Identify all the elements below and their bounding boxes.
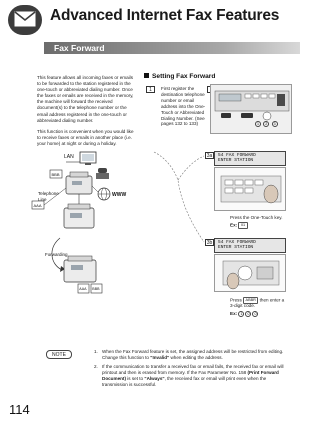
marker-3: 3 [273, 122, 276, 126]
step-3a-example [230, 222, 248, 229]
intro-paragraph: This function is convenient when you would like to receive faxes or emails in another place (i.e. your home) at night or during a holiday. [37, 128, 134, 146]
note-text: when editing the address. [169, 355, 223, 360]
note-badge: NOTE [46, 350, 72, 359]
step-2-markers [255, 121, 279, 127]
network-diagram [30, 148, 145, 343]
example-label: Ex: [230, 222, 238, 228]
note-text: When the Fax Forward feature is set, the assigned address will be restricted from editing. Change this function to [102, 349, 284, 360]
caption-text: then enter a [259, 297, 285, 303]
section-heading [144, 73, 215, 80]
note-text: , the received fax or email will print even when the transmission is successful. [102, 376, 267, 387]
marker-2: 2 [265, 122, 268, 126]
aaa-station-icon [32, 201, 44, 209]
bbb-label: BBB [51, 172, 60, 177]
page-title: Advanced Internet Fax Features [50, 7, 280, 24]
flow-connector [150, 150, 210, 250]
step-number: 1 [146, 86, 155, 93]
header [0, 0, 300, 38]
fax-machine-icon [64, 204, 94, 228]
note-text: is set to [126, 376, 145, 381]
abbr-keypad-illustration [214, 254, 286, 292]
section-heading-text: Setting Fax Forward [152, 73, 216, 80]
aaa-label: AAA [79, 287, 87, 291]
note-text: If the communication to transfer a received fax or email fails, the received fax or email will printout and then is erased from memory. If the Fax Parameter No. 158 [102, 364, 284, 375]
step-3b-caption-line2: 3-digit code. [230, 303, 256, 308]
step-number: 3a [206, 153, 213, 159]
abbr-key: ABBR [243, 297, 258, 304]
note-emphasis: (Print Forward Document) [102, 370, 279, 381]
phone-icon [96, 168, 109, 179]
digit-key: 0 [247, 312, 250, 316]
step-1-text: First register the destination telephone number or email address into the One-Touch or Abbreviated Dialing Number. (See pages 132 to 133) [161, 86, 206, 127]
lcd-line: 54 FAX FORWARD [218, 153, 256, 158]
caption-text: Press [230, 297, 242, 303]
telephone-line-label: Telephone Line [38, 191, 59, 202]
control-panel-illustration [210, 84, 292, 134]
www-label: WWW [112, 192, 127, 198]
note-number: 1. [94, 349, 98, 354]
note-emphasis: "Always" [144, 376, 165, 381]
control-panel-icon [211, 85, 293, 135]
aaa-label: AAA [33, 203, 42, 208]
note-item [94, 364, 289, 388]
fax-machine-icon [66, 172, 92, 194]
note-number: 2. [94, 364, 98, 369]
lcd-display [214, 238, 286, 253]
step-number: 3b [206, 240, 213, 246]
digit-key: 1 [240, 312, 243, 316]
intro-paragraph: This feature allows all incoming faxes or emails to be forwarded to the station registered in the one-touch or abbreviated dialing number. Once the faxes or emails are received in the memory, the machine will forward the received document(s) to the telephone number or the email address registered in the one-touch or abbreviated dialing number. [37, 75, 134, 123]
lcd-line: ENTER STATION [218, 245, 254, 251]
keypad-icon [215, 255, 287, 293]
globe-icon [98, 188, 110, 200]
lcd-line: ENTER STATION [218, 158, 254, 164]
lan-label: LAN [64, 154, 74, 160]
forwarding-label: Forwarding [45, 252, 68, 257]
lan-computer-icon [80, 152, 96, 165]
page-number: 114 [9, 402, 30, 417]
page-subtitle: Fax Forward [54, 43, 105, 53]
keypad-icon [215, 168, 287, 212]
one-touch-key: 01 [238, 222, 247, 229]
step-3a-caption: Press the One-Touch key. [230, 215, 283, 220]
marker-1: 1 [257, 122, 259, 126]
step-3b-example [230, 311, 259, 317]
bullet-square-icon [144, 73, 149, 78]
digit-key: 0 [254, 312, 257, 316]
aaa-printout-icon [78, 284, 89, 293]
fax-machine-icon [64, 256, 96, 282]
bbb-station-icon [50, 170, 62, 178]
example-label: Ex: [230, 311, 238, 317]
note-emphasis: "Invalid" [150, 355, 170, 360]
one-touch-keypad-illustration [214, 167, 286, 211]
envelope-icon [8, 5, 42, 35]
note-list [94, 349, 289, 391]
bbb-printout-icon [91, 284, 102, 293]
bbb-label: BBB [92, 287, 100, 291]
intro-text [37, 75, 137, 152]
note-item [94, 349, 289, 361]
lcd-line: 54 FAX FORWARD [218, 240, 256, 245]
lcd-display [214, 151, 286, 166]
